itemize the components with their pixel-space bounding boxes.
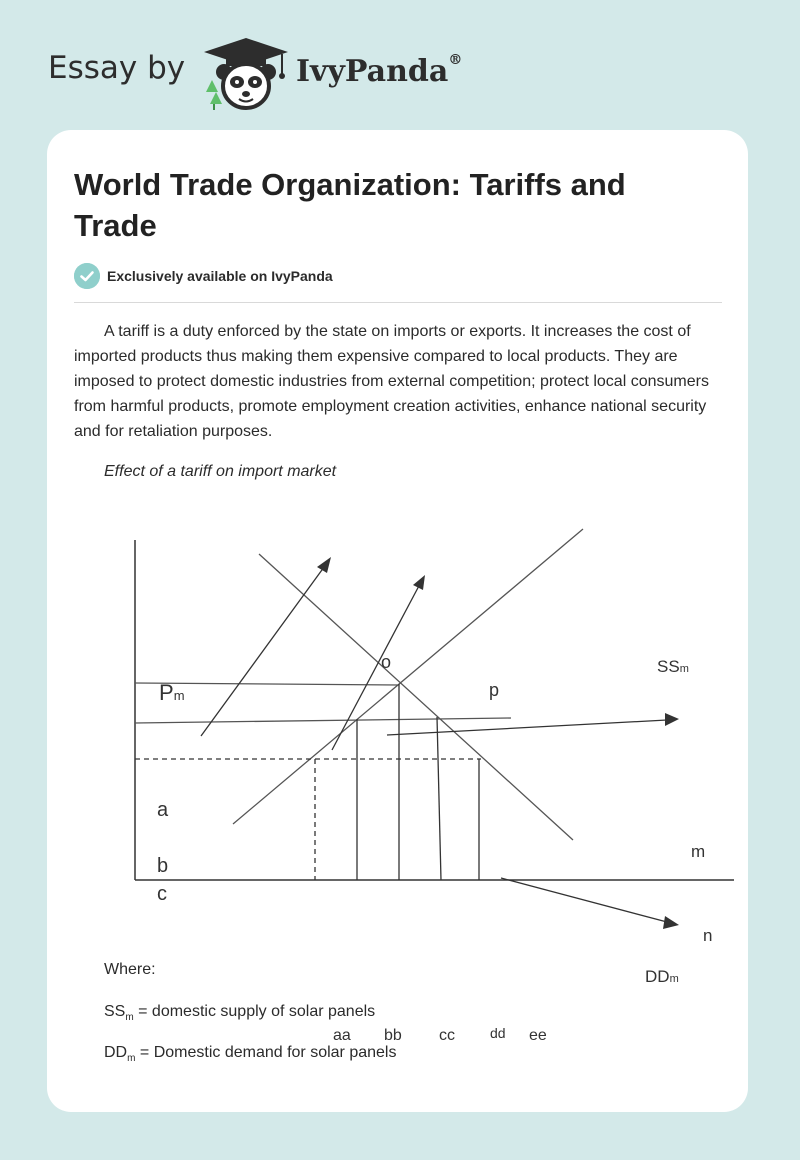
definition-supply: $SS_m$ = domestic supply of solar panels bbox=[104, 1003, 376, 1024]
divider bbox=[74, 302, 722, 303]
price-label-c: c bbox=[157, 883, 167, 905]
supply-curve-label: SSm bbox=[657, 657, 689, 676]
article-card bbox=[47, 130, 748, 1112]
definition-demand: $DD_m$ = Domestic demand for solar panels bbox=[104, 1044, 397, 1065]
arrow-p bbox=[332, 582, 421, 750]
quantity-label-aa: aa bbox=[333, 1027, 351, 1044]
arrow-n-painted bbox=[453, 749, 667, 922]
quantity-label-bb: bb bbox=[384, 1027, 402, 1044]
arrow-n-shaft bbox=[453, 749, 667, 921]
arrow-label-m: m bbox=[691, 842, 706, 861]
page-title: World Trade Organization: Tariffs and Trade bbox=[74, 167, 626, 243]
quantity-label-dd: dd bbox=[490, 1025, 506, 1041]
brand-header bbox=[48, 32, 508, 112]
price-label-b: b bbox=[157, 855, 169, 877]
check-circle-icon bbox=[74, 263, 100, 289]
arrow-label-o: o bbox=[381, 652, 392, 672]
arrow-label-n: n bbox=[703, 926, 713, 945]
arrow-n-visible bbox=[453, 749, 667, 922]
quantity-label-ee: ee bbox=[529, 1027, 547, 1044]
arrow-n-stroke-shaft bbox=[501, 878, 667, 922]
drop-line-dd bbox=[437, 717, 441, 880]
body-paragraph: A tariff is a duty enforced by the state on imports or exports. It increases the cost of imported products thus making them expensive compared to local products. They are imposed to protect domestic industries from external competition; protect local consumers from harmful products, promote employment creation activities, enhance national security and for retaliation purposes. bbox=[74, 323, 709, 440]
badge-text: Exclusively available on IvyPanda bbox=[107, 268, 333, 284]
brand-name: IvyPanda® bbox=[296, 52, 463, 89]
panda-graduate-icon bbox=[202, 32, 290, 112]
supply-curve bbox=[233, 529, 583, 824]
price-label-a: a bbox=[157, 799, 169, 821]
arrow-m bbox=[387, 720, 667, 735]
price-line-b bbox=[135, 718, 511, 723]
arrow-n-show bbox=[453, 749, 667, 922]
arrow-n-line bbox=[453, 749, 667, 921]
arrow-n-shaft-drawn-line bbox=[453, 773, 667, 922]
price-line-a bbox=[135, 683, 399, 685]
arrow-n-strokeline bbox=[453, 749, 667, 922]
figure-caption: Effect of a tariff on import market bbox=[104, 463, 337, 480]
arrow-label-p: p bbox=[489, 680, 500, 700]
demand-curve bbox=[259, 554, 573, 840]
arrow-o bbox=[201, 563, 327, 736]
demand-curve-label: DDm bbox=[645, 967, 679, 986]
quantity-label-cc: cc bbox=[439, 1027, 455, 1044]
brand-prefix: Essay by bbox=[48, 50, 186, 86]
arrow-n-line bbox=[453, 749, 667, 922]
where-label: Where: bbox=[104, 961, 156, 978]
y-axis-label: Pm bbox=[159, 680, 185, 705]
